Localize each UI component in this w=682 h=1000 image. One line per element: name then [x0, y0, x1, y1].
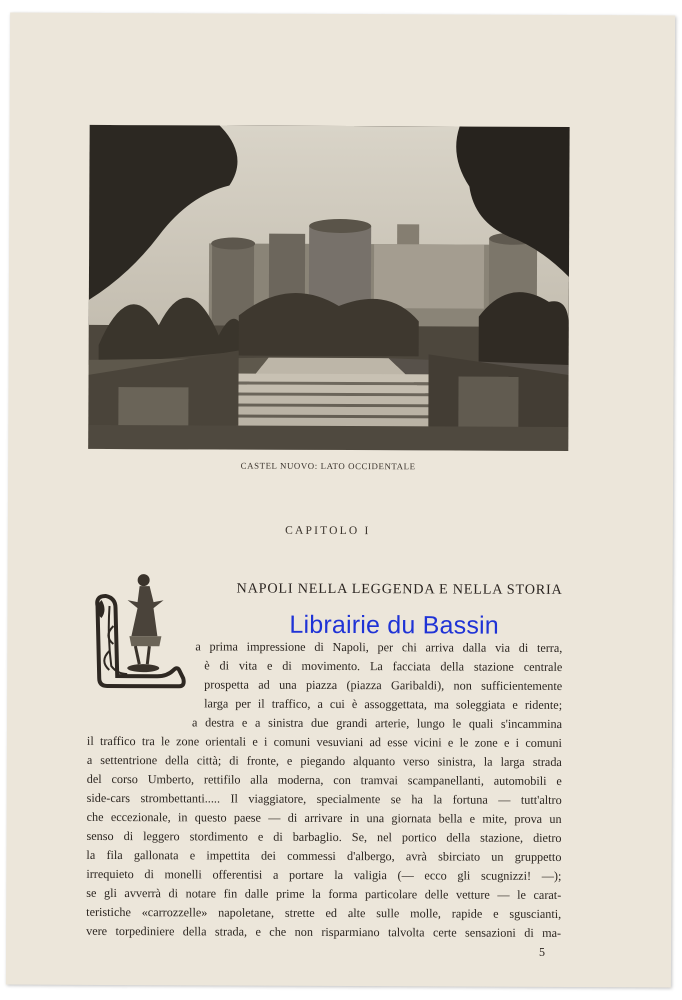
watermark-text: Librairie du Bassin: [289, 610, 499, 640]
text-line: side-cars strombettanti..... Il viaggiatore, specialmente se ha la fortuna — tutt'altro: [86, 790, 562, 807]
text-line: irrequieto di monelli offerentisi a portare la valigia (— ecco gli scugnizzi! —);: [86, 866, 562, 883]
text-line: è di vita e di movimento. La facciata della stazione centrale: [204, 658, 563, 674]
text-line: prospetta ad una piazza (piazza Garibaldi), non sufficientemente: [204, 677, 563, 693]
text-line: se gli avverrà di notare fin dalle prime la forma particolare delle vetture — le carat-: [86, 885, 562, 902]
text-line: larga per il traffico, a cui è assoggettata, ma soleggiata e ridente;: [204, 696, 563, 712]
text-line: il traffico tra le zone orientali e i comuni vesuviani ad esse vicini e le zone e i comuni: [86, 733, 562, 750]
chapter-title: NAPOLI NELLA LEGGENDA E NELLA STORIA: [236, 580, 563, 598]
decorated-initial-l-icon: [87, 566, 190, 696]
text-line: teristiche «carrozzelle» napoletane, strette ed alte sulle molle, rapide e sguscianti,: [86, 904, 562, 921]
text-line: senso di leggero stordimento e di barbaglio. Se, nel portico della stazione, dietro: [86, 828, 562, 845]
text-line: vere torpediniere della strada, e che non risparmiano talvolta certe sensazioni di ma-: [86, 923, 562, 940]
text-line: la fila gallonata e impettita dei commessi d'albergo, avrà sbirciato un gruppetto: [86, 847, 562, 864]
chapter-heading: CAPITOLO I: [285, 524, 371, 538]
castel-nuovo-photograph: [88, 125, 569, 451]
text-line: a prima impressione di Napoli, per chi arriva dalla via di terra,: [195, 639, 563, 655]
text-line: a settentrione della città; di fronte, e piegando alquanto verso sinistra, la larga strada: [86, 752, 562, 769]
text-line: del corso Umberto, rettifilo alla moderna, con tramvai scampanellanti, automobili e: [86, 771, 562, 788]
book-page: [6, 13, 675, 988]
page-number: 5: [538, 944, 546, 959]
photo-caption: CASTEL NUOVO: LATO OCCIDENTALE: [240, 460, 416, 472]
text-line: che eccezionale, in questo paese — di arrivare in una giornata bella e mite, prova un: [86, 809, 562, 826]
text-line: a destra e a sinistra due grandi arterie, lungo le quali s'incammina: [191, 715, 563, 731]
